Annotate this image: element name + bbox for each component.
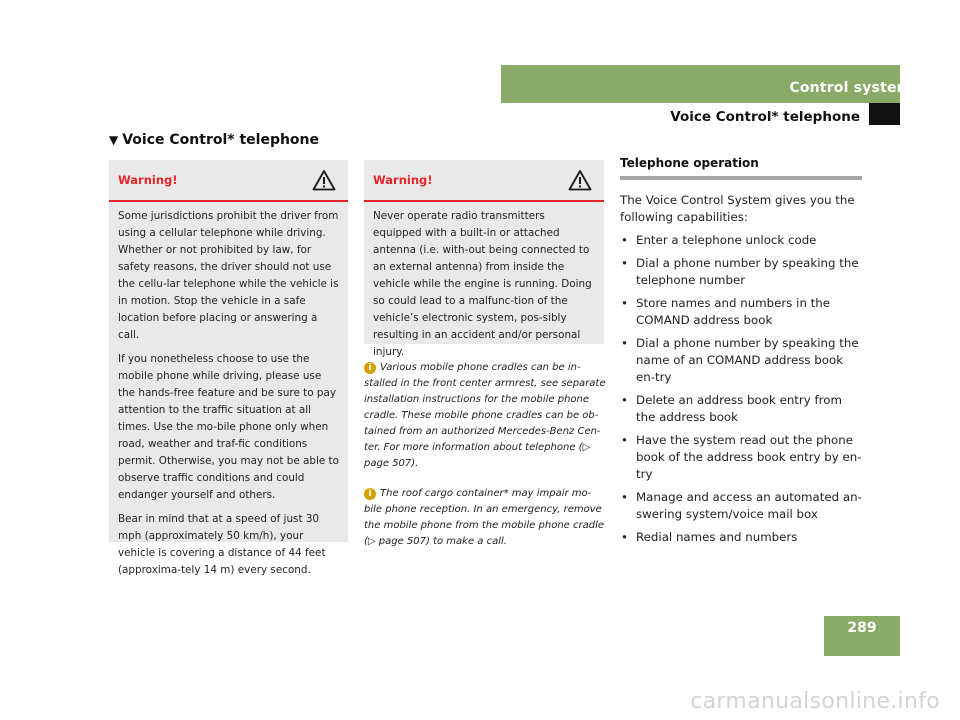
warning-body	[364, 202, 604, 361]
warning-box-radio-transmitters	[364, 160, 604, 358]
warning-paragraph: Never operate radio transmitters equipped with a built-in or attached antenna (i.e. with-out being connected to an external antenna) from inside the vehicle while the engine is running. Doing so could lead to a malfunc-tion of the vehicle’s electronic system, pos-sibly resulting in an accident and/or personal injury.	[373, 210, 592, 358]
warning-box-phone-use	[109, 160, 348, 576]
info-icon: i	[364, 488, 376, 500]
warning-body	[109, 202, 348, 579]
telephone-operation-intro: The Voice Control System gives you the following capabilities:	[620, 193, 855, 224]
telephone-operation-section	[620, 156, 862, 552]
page-number: 289	[847, 620, 877, 636]
list-item: • Dial a phone number by speaking the name of an COMAND address book en-try	[620, 335, 862, 386]
capabilities-list	[620, 232, 862, 546]
telephone-operation-heading: Telephone operation	[620, 156, 862, 180]
warning-paragraph: Some jurisdictions prohibit the driver from using a cellular telephone while driving. Whether or not prohibited by law, for safety reasons, the driver should not use the cellu-lar telephone while the vehicle is in motion. Stop the vehicle in a safe location before placing or answering a call.	[118, 210, 339, 341]
page-number-box	[824, 616, 900, 656]
list-item: • Delete an address book entry from the address book	[620, 392, 862, 426]
warning-title: Warning!	[118, 173, 178, 187]
warning-triangle-icon	[312, 169, 336, 191]
info-note-text: Various mobile phone cradles can be in-stalled in the front center armrest, see separate installation instructions for the mobile phone cradle. These mobile phone cradles can be ob-tained from an authorized Mercedes-Benz Cen-ter. For more information about telephone (▷ page 507).	[364, 362, 606, 469]
section-title	[109, 132, 319, 148]
list-item: • Manage and access an automated an-swering system/voice mail box	[620, 489, 862, 523]
warning-triangle-icon	[568, 169, 592, 191]
warning-paragraph: Bear in mind that at a speed of just 30 mph (approximately 50 km/h), your vehicle is covering a distance of 44 feet (approxima-tely 14 m) every second.	[118, 513, 326, 576]
info-note-text: The roof cargo container* may impair mo-bile phone reception. In an emergency, remove the mobile phone from the mobile phone cradle (▷ page 507) to make a call.	[364, 488, 604, 547]
list-item: • Have the system read out the phone book of the address book entry by en-try	[620, 432, 862, 483]
list-item: • Dial a phone number by speaking the telephone number	[620, 255, 862, 289]
warning-paragraph: If you nonetheless choose to use the mobile phone while driving, please use the hands-free feature and be sure to pay attention to the traffic situation at all times. Use the mo-bile phone only when road, weather and traf-fic conditions permit. Otherwise, you may not be able to observe traffic conditions and could endanger yourself and others.	[118, 353, 339, 501]
info-note	[364, 486, 606, 550]
section-triangle-icon: ▼	[109, 133, 119, 147]
info-icon: i	[364, 362, 376, 374]
list-item: • Enter a telephone unlock code	[620, 232, 862, 249]
warning-header	[364, 160, 604, 202]
section-subtitle: Voice Control* telephone	[670, 109, 860, 125]
list-item: • Store names and numbers in the COMAND address book	[620, 295, 862, 329]
list-item: • Redial names and numbers	[620, 529, 862, 546]
warning-header	[109, 160, 348, 202]
chapter-title: Control systems	[789, 80, 920, 96]
info-note	[364, 360, 606, 472]
info-notes	[364, 360, 606, 564]
watermark: carmanualsonline.info	[690, 689, 940, 714]
warning-title: Warning!	[373, 173, 433, 187]
header-tab-marker	[869, 103, 900, 125]
section-title-text: Voice Control* telephone	[122, 132, 320, 148]
